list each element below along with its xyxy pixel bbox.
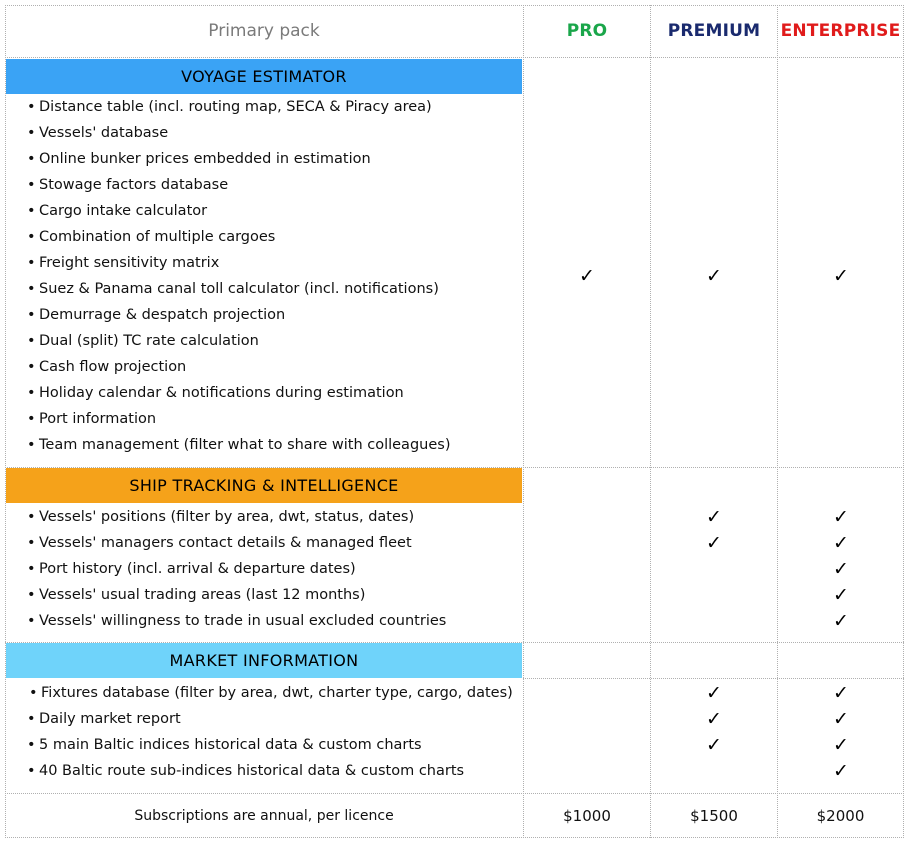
- list-item: • 40 Baltic route sub-indices historical data & custom charts: [27, 763, 465, 779]
- check-icon: ✓: [706, 708, 722, 730]
- subscription-note: Subscriptions are annual, per licence: [134, 807, 394, 824]
- price-enterprise: $2000: [816, 806, 865, 825]
- primary-pack-label: Primary pack: [208, 21, 320, 41]
- check-icon: ✓: [833, 584, 849, 606]
- price-pro: $1000: [563, 806, 611, 825]
- column-divider: [523, 5, 524, 838]
- list-item: • Team management (filter what to share with colleagues): [27, 437, 451, 453]
- list-item: • Suez & Panama canal toll calculator (incl. notifications): [27, 281, 439, 297]
- column-divider: [777, 5, 778, 838]
- check-icon: ✓: [706, 734, 722, 756]
- list-item: • Distance table (incl. routing map, SECA & Piracy area): [27, 99, 432, 115]
- plan-enterprise-header: ENTERPRISE: [780, 21, 901, 41]
- check-icon: ✓: [833, 734, 849, 756]
- check-icon: ✓: [833, 760, 849, 782]
- list-item: • Vessels' managers contact details & managed fleet: [27, 535, 412, 551]
- table-border-right: [903, 5, 904, 838]
- check-icon: ✓: [833, 532, 849, 554]
- list-item: • Vessels' willingness to trade in usual excluded countries: [27, 613, 447, 629]
- table-border-left: [5, 5, 6, 838]
- check-icon: ✓: [833, 265, 849, 287]
- check-icon: ✓: [833, 558, 849, 580]
- pricing-table: [5, 5, 904, 838]
- check-icon: ✓: [833, 610, 849, 632]
- list-item: • Cash flow projection: [27, 359, 187, 375]
- list-item: • Port information: [27, 411, 157, 427]
- check-icon: ✓: [706, 506, 722, 528]
- section-voyage-estimator: VOYAGE ESTIMATOR: [6, 59, 522, 94]
- list-item: • Demurrage & despatch projection: [27, 307, 286, 323]
- section-market-information: MARKET INFORMATION: [6, 643, 522, 678]
- check-icon: ✓: [579, 265, 595, 287]
- list-item: • Vessels' database: [27, 125, 169, 141]
- plan-premium-header: PREMIUM: [667, 21, 761, 41]
- list-item: • Daily market report: [27, 711, 181, 727]
- check-icon: ✓: [706, 265, 722, 287]
- section-ship-tracking: SHIP TRACKING & INTELLIGENCE: [6, 468, 522, 503]
- list-item: • Fixtures database (filter by area, dwt, charter type, cargo, dates): [29, 685, 513, 701]
- list-item: • Dual (split) TC rate calculation: [27, 333, 259, 349]
- plan-pro-header: PRO: [566, 21, 608, 41]
- price-premium: $1500: [690, 806, 738, 825]
- check-icon: ✓: [706, 532, 722, 554]
- check-icon: ✓: [833, 506, 849, 528]
- row-divider: [523, 678, 904, 679]
- list-item: • Freight sensitivity matrix: [27, 255, 220, 271]
- list-item: • 5 main Baltic indices historical data & custom charts: [27, 737, 422, 753]
- list-item: • Cargo intake calculator: [27, 203, 208, 219]
- list-item: • Online bunker prices embedded in estimation: [27, 151, 371, 167]
- list-item: • Combination of multiple cargoes: [27, 229, 276, 245]
- list-item: • Port history (incl. arrival & departure dates): [27, 561, 356, 577]
- check-icon: ✓: [833, 682, 849, 704]
- check-icon: ✓: [833, 708, 849, 730]
- list-item: • Vessels' usual trading areas (last 12 months): [27, 587, 366, 603]
- list-item: • Stowage factors database: [27, 177, 229, 193]
- list-item: • Vessels' positions (filter by area, dwt, status, dates): [27, 509, 415, 525]
- check-icon: ✓: [706, 682, 722, 704]
- table-border-bottom: [5, 837, 904, 838]
- list-item: • Holiday calendar & notifications during estimation: [27, 385, 404, 401]
- row-divider: [5, 57, 904, 58]
- column-divider: [650, 5, 651, 838]
